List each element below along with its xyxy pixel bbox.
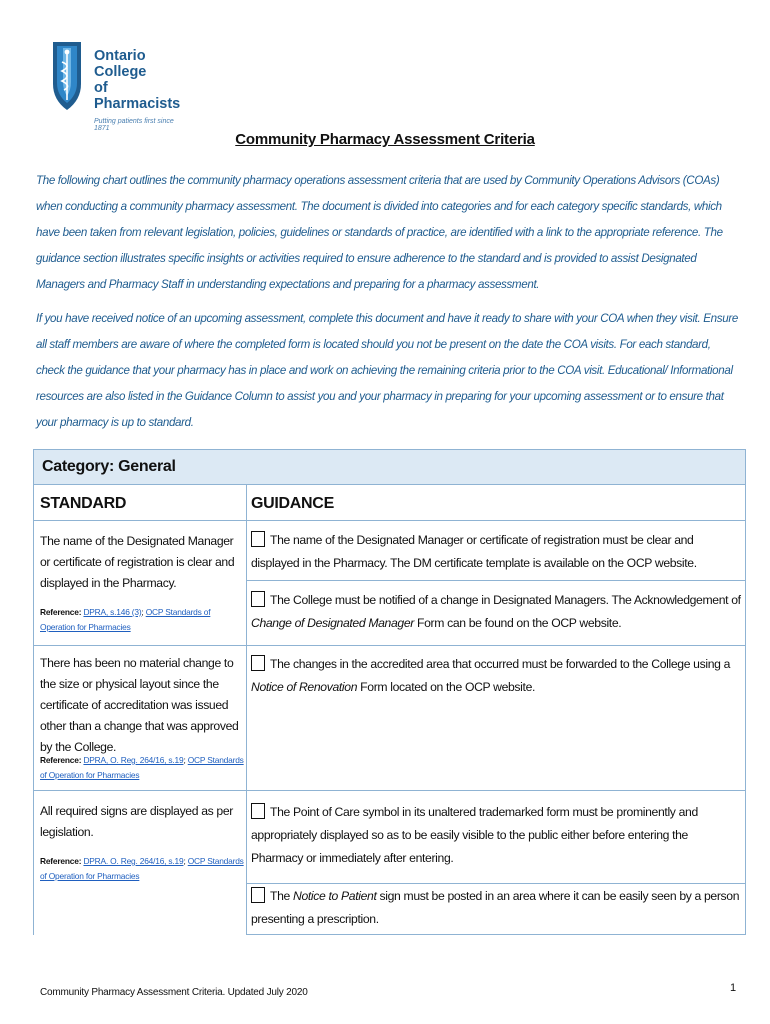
table-left-border xyxy=(33,485,34,935)
criteria-table xyxy=(33,449,746,935)
guidance-form-name: Change of Designated Manager xyxy=(251,616,414,630)
reference-link-dpra[interactable]: DPRA, O. Reg. 264/16, s.19 xyxy=(83,755,184,765)
guidance-text: The College must be notified of a change in Designated Managers. The Acknowledgement of xyxy=(270,593,741,607)
row-1-guidance-divider xyxy=(246,580,746,581)
reference-separator: ; xyxy=(141,607,144,617)
table-right-border xyxy=(745,485,746,935)
guidance-text: The changes in the accredited area that occurred must be forwarded to the College using a xyxy=(270,657,731,671)
guidance-item xyxy=(251,801,741,870)
guidance-checkbox[interactable] xyxy=(251,531,265,547)
guidance-checkbox[interactable] xyxy=(251,591,265,607)
document-title: Community Pharmacy Assessment Criteria xyxy=(235,131,535,148)
logo-wordmark xyxy=(94,48,180,132)
reference-link-dpra[interactable]: DPRA. O. Reg. 264/16, s.19 xyxy=(83,856,184,866)
row-1-divider xyxy=(33,645,746,646)
reference-link-dpra[interactable]: DPRA, s.146 (3) xyxy=(83,607,142,617)
logo-name-line1: Ontario College xyxy=(94,48,147,80)
guidance-item xyxy=(251,589,741,635)
guidance-sign-name: Notice to Patient xyxy=(293,889,377,903)
column-header-guidance: GUIDANCE xyxy=(251,495,334,512)
reference-label: Reference: xyxy=(40,607,82,617)
reference-label: Reference: xyxy=(40,755,82,765)
intro-paragraph-1: The following chart outlines the community pharmacy operations assessment criteria that are used by Community Operations Advisors (COAs) when conducting a community pharmacy assessment. The document is divided into categories and for each category specific standards, which have been taken from relevant legislation, policies, guidelines or standards of practice, are identified with a link to the appropriate reference. The guidance section illustrates specific insights or activities required to ensure adherence to the standard and is provided to assist Designated Managers and Pharmacy Staff in understanding expectations and preparing for a pharmacy assessment. xyxy=(36,174,723,291)
row-2-divider xyxy=(33,790,746,791)
standard-text: All required signs are displayed as per legislation. xyxy=(40,804,233,839)
page-number: 1 xyxy=(730,982,737,994)
category-title: Category: General xyxy=(42,458,176,475)
footer-text: Community Pharmacy Assessment Criteria. Updated July 2020 xyxy=(40,987,308,998)
intro-paragraph-2: If you have received notice of an upcoming assessment, complete this document and have it ready to share with your COA when they visit. Ensure all staff members are aware of where the completed form is located should you not be present on the date the COA visits. For each standard, check the guidance that your pharmacy has in place and work on achieving the remaining criteria prior to the COA visit. Educational/ Informational resources are also listed in the Guidance Column to assist you and your pharmacy in preparing for your upcoming assessment or to ensure that your pharmacy is up to standard. xyxy=(36,312,738,429)
guidance-text: The name of the Designated Manager or certificate of registration must be clear and displayed in the Pharmacy. The DM certificate template is available on the OCP website. xyxy=(251,533,697,570)
guidance-checkbox[interactable] xyxy=(251,887,265,903)
standard-reference xyxy=(40,854,246,884)
shield-caduceus-icon xyxy=(50,40,84,112)
guidance-checkbox[interactable] xyxy=(251,655,265,671)
logo-tagline: Putting patients first since 1871 xyxy=(94,118,174,132)
guidance-text: Form can be found on the OCP website. xyxy=(413,616,622,630)
reference-separator: ; xyxy=(183,856,186,866)
guidance-text: Form located on the OCP website. xyxy=(357,680,536,694)
ocp-logo xyxy=(50,40,181,132)
guidance-text: sign must be posted in an area where it can be easily seen by a person presenting a prescription. xyxy=(251,889,740,926)
column-header-standard: STANDARD xyxy=(40,495,127,512)
guidance-item xyxy=(251,885,741,931)
standard-reference xyxy=(40,753,246,783)
row-3-guidance-divider xyxy=(246,883,746,884)
guidance-checkbox[interactable] xyxy=(251,803,265,819)
table-bottom-border xyxy=(246,934,746,935)
guidance-text: The xyxy=(270,889,293,903)
guidance-item xyxy=(251,529,741,575)
reference-link-ocp-standards[interactable]: OCP Standards of Operation for Pharmacies xyxy=(40,607,211,632)
category-header xyxy=(33,449,746,485)
reference-separator: ; xyxy=(183,755,186,765)
column-divider xyxy=(246,485,247,935)
reference-label: Reference: xyxy=(40,856,82,866)
guidance-form-name: Notice of Renovation xyxy=(251,680,358,694)
standard-reference xyxy=(40,605,246,635)
reference-link-ocp-standards[interactable]: OCP Standards of Operation for Pharmacies xyxy=(40,856,244,881)
header-row-divider xyxy=(33,520,746,521)
standard-text: There has been no material change to the size or physical layout since the certificate of accreditation was issued other than a change that was approved by the College. xyxy=(40,656,239,754)
logo-name-line2: of Pharmacists xyxy=(94,80,181,112)
guidance-text: The Point of Care symbol in its unaltered trademarked form must be prominently and appropriately displayed so as to be easily visible to the public either before entering the Pharmacy or immediately after entering. xyxy=(251,805,698,865)
reference-link-ocp-standards[interactable]: OCP Standards of Operation for Pharmacies xyxy=(40,755,244,780)
guidance-item xyxy=(251,653,741,699)
standard-text: The name of the Designated Manager or certificate of registration is clear and displayed in the Pharmacy. xyxy=(40,534,235,590)
